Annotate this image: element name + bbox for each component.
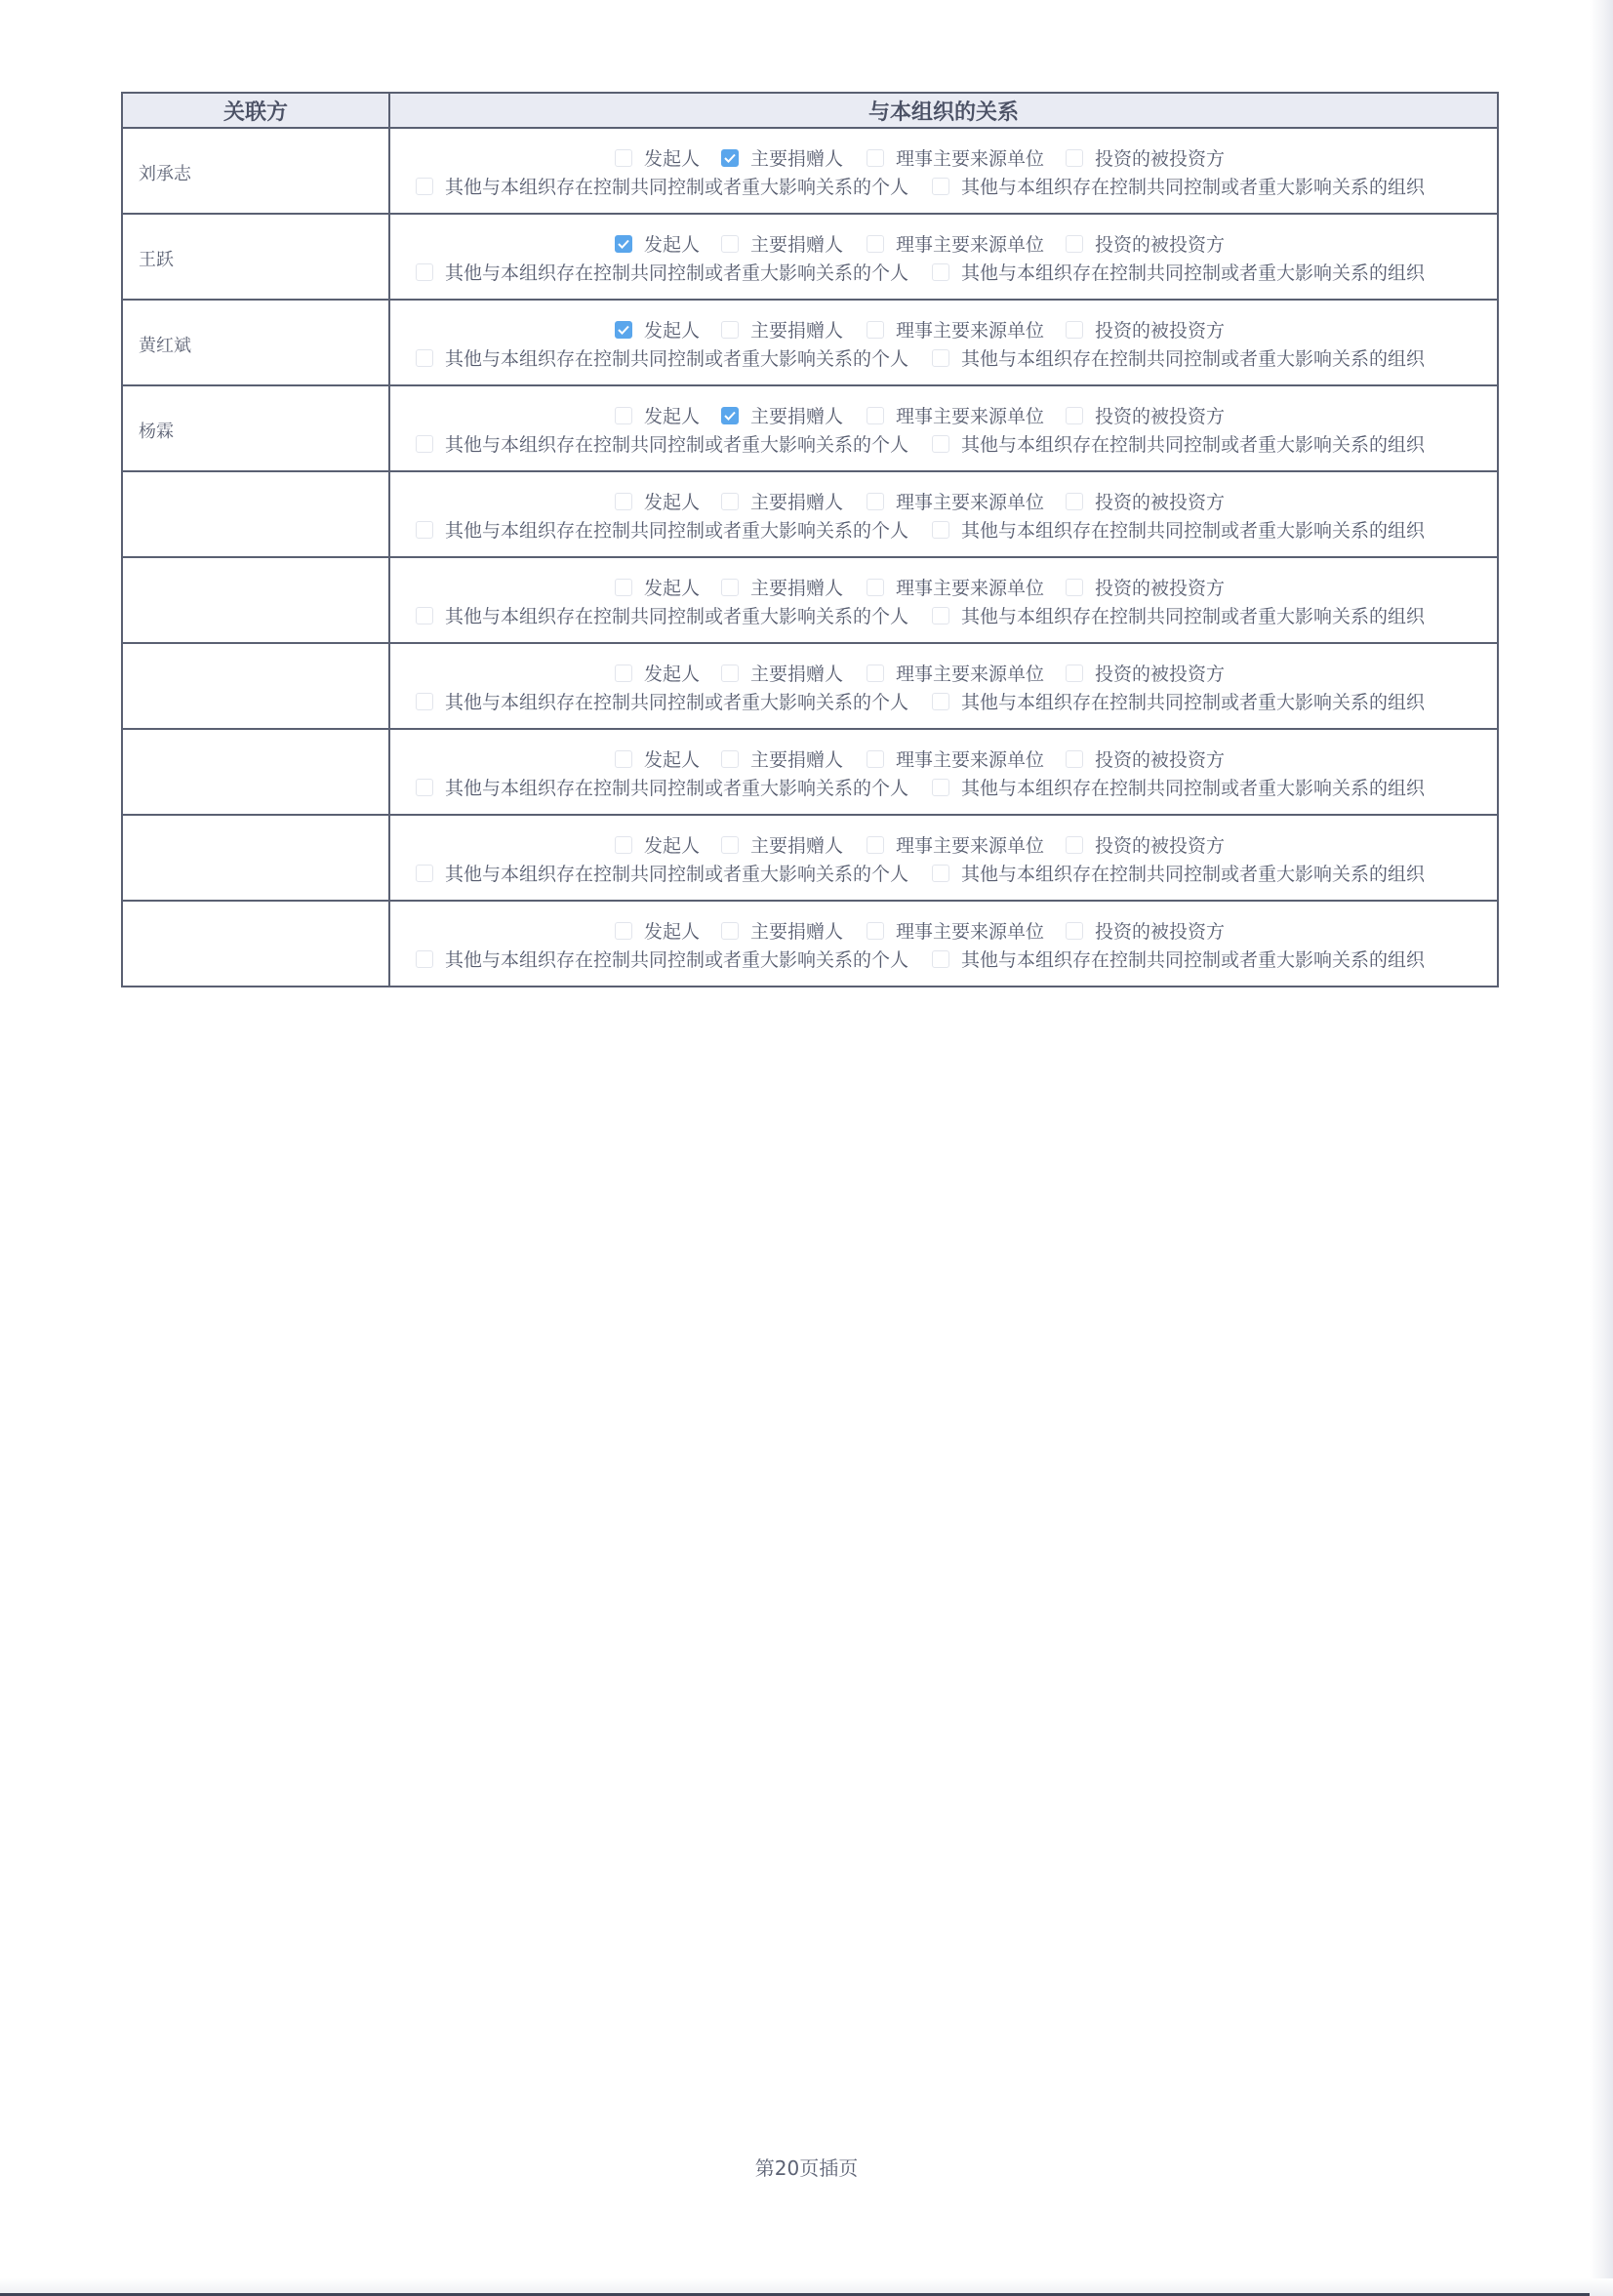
other-individual-checkbox[interactable] <box>416 178 433 195</box>
page-edge-shadow <box>1590 0 1613 2296</box>
investee-checkbox[interactable] <box>1066 579 1083 596</box>
other-organization-label: 其他与本组织存在控制共同控制或者重大影响关系的组织 <box>961 177 1426 198</box>
major-donor-checkbox[interactable] <box>721 922 739 940</box>
other-organization-checkbox[interactable] <box>932 865 949 882</box>
option-other-individual[interactable] <box>416 774 908 800</box>
relationship-options-line-2 <box>416 860 1425 886</box>
relationship-options-line-2 <box>416 430 1425 457</box>
option-other-individual[interactable] <box>416 173 908 199</box>
table-row <box>122 815 1498 901</box>
option-other-organization[interactable] <box>932 516 1425 543</box>
party-name-cell <box>122 471 389 557</box>
party-name <box>123 730 388 761</box>
relationship-options-line-1 <box>615 917 1225 944</box>
option-council-funding-source[interactable] <box>867 574 1044 600</box>
option-other-individual[interactable] <box>416 430 908 457</box>
council-funding-source-checkbox[interactable] <box>867 493 884 510</box>
council-funding-source-checkbox[interactable] <box>867 407 884 424</box>
other-organization-label: 其他与本组织存在控制共同控制或者重大影响关系的组织 <box>961 262 1426 284</box>
other-individual-checkbox[interactable] <box>416 521 433 539</box>
other-individual-label: 其他与本组织存在控制共同控制或者重大影响关系的个人 <box>445 434 909 456</box>
party-name <box>123 472 388 504</box>
founder-label: 发起人 <box>644 749 701 771</box>
relationship-options-line-2 <box>416 774 1425 800</box>
other-organization-label: 其他与本组织存在控制共同控制或者重大影响关系的组织 <box>961 864 1426 885</box>
option-investee[interactable] <box>1066 488 1225 514</box>
other-organization-checkbox[interactable] <box>932 693 949 710</box>
investee-checkbox[interactable] <box>1066 321 1083 339</box>
relationship-options-line-1 <box>615 488 1225 514</box>
major-donor-label: 主要捐赠人 <box>750 320 844 342</box>
investee-label: 投资的被投资方 <box>1095 148 1226 170</box>
relationship-cell <box>389 557 1498 643</box>
option-council-funding-source[interactable] <box>867 745 1044 772</box>
relationship-options-line-2 <box>416 516 1425 543</box>
founder-label: 发起人 <box>644 835 701 857</box>
investee-checkbox[interactable] <box>1066 836 1083 854</box>
council-funding-source-label: 理事主要来源单位 <box>896 749 1045 771</box>
other-individual-checkbox[interactable] <box>416 435 433 453</box>
table-row <box>122 729 1498 815</box>
option-founder[interactable] <box>615 316 700 342</box>
relationship-options-line-1 <box>615 230 1225 257</box>
option-founder[interactable] <box>615 230 700 257</box>
option-council-funding-source[interactable] <box>867 402 1044 428</box>
option-other-individual[interactable] <box>416 259 908 285</box>
council-funding-source-label: 理事主要来源单位 <box>896 664 1045 685</box>
option-other-organization[interactable] <box>932 259 1425 285</box>
party-name-cell <box>122 300 389 385</box>
other-organization-label: 其他与本组织存在控制共同控制或者重大影响关系的组织 <box>961 606 1426 627</box>
check-icon <box>724 411 736 421</box>
investee-checkbox[interactable] <box>1066 235 1083 253</box>
other-individual-label: 其他与本组织存在控制共同控制或者重大影响关系的个人 <box>445 606 909 627</box>
major-donor-label: 主要捐赠人 <box>750 921 844 943</box>
investee-label: 投资的被投资方 <box>1095 749 1226 771</box>
party-name-cell <box>122 557 389 643</box>
relationship-cell <box>389 300 1498 385</box>
page-bottom-edge <box>0 2278 1613 2296</box>
option-major-donor[interactable] <box>721 230 843 257</box>
other-individual-label: 其他与本组织存在控制共同控制或者重大影响关系的个人 <box>445 262 909 284</box>
founder-label: 发起人 <box>644 148 701 170</box>
option-other-individual[interactable] <box>416 602 908 628</box>
founder-checkbox[interactable] <box>615 321 632 339</box>
founder-checkbox[interactable] <box>615 407 632 424</box>
other-organization-checkbox[interactable] <box>932 435 949 453</box>
other-individual-label: 其他与本组织存在控制共同控制或者重大影响关系的个人 <box>445 177 909 198</box>
council-funding-source-label: 理事主要来源单位 <box>896 578 1045 599</box>
option-other-individual[interactable] <box>416 946 908 972</box>
major-donor-label: 主要捐赠人 <box>750 406 844 427</box>
option-founder[interactable] <box>615 831 700 858</box>
table-body <box>122 128 1498 987</box>
other-organization-checkbox[interactable] <box>932 950 949 968</box>
option-council-funding-source[interactable] <box>867 917 1044 944</box>
council-funding-source-checkbox[interactable] <box>867 579 884 596</box>
option-founder[interactable] <box>615 574 700 600</box>
related-party-table <box>121 92 1499 987</box>
party-name: 黄红斌 <box>139 336 191 356</box>
council-funding-source-checkbox[interactable] <box>867 149 884 167</box>
founder-checkbox[interactable] <box>615 149 632 167</box>
relationship-options-line-1 <box>615 316 1225 342</box>
other-individual-checkbox[interactable] <box>416 693 433 710</box>
founder-checkbox[interactable] <box>615 750 632 768</box>
other-organization-label: 其他与本组织存在控制共同控制或者重大影响关系的组织 <box>961 434 1426 456</box>
option-investee[interactable] <box>1066 144 1225 171</box>
other-organization-checkbox[interactable] <box>932 607 949 624</box>
investee-checkbox[interactable] <box>1066 407 1083 424</box>
major-donor-label: 主要捐赠人 <box>750 492 844 513</box>
major-donor-checkbox[interactable] <box>721 493 739 510</box>
council-funding-source-label: 理事主要来源单位 <box>896 835 1045 857</box>
option-other-organization[interactable] <box>932 173 1425 199</box>
other-individual-label: 其他与本组织存在控制共同控制或者重大影响关系的个人 <box>445 348 909 370</box>
other-organization-checkbox[interactable] <box>932 263 949 281</box>
founder-label: 发起人 <box>644 921 701 943</box>
page-number-label: 第20页插页 <box>754 2156 859 2180</box>
major-donor-label: 主要捐赠人 <box>750 234 844 256</box>
major-donor-checkbox[interactable] <box>721 665 739 682</box>
other-individual-checkbox[interactable] <box>416 950 433 968</box>
founder-checkbox[interactable] <box>615 836 632 854</box>
option-other-individual[interactable] <box>416 860 908 886</box>
other-individual-label: 其他与本组织存在控制共同控制或者重大影响关系的个人 <box>445 864 909 885</box>
investee-checkbox[interactable] <box>1066 665 1083 682</box>
header-party: 关联方 <box>122 93 389 128</box>
party-name-cell <box>122 729 389 815</box>
investee-label: 投资的被投资方 <box>1095 320 1226 342</box>
relationship-options-line-1 <box>615 745 1225 772</box>
founder-checkbox[interactable] <box>615 493 632 510</box>
option-council-funding-source[interactable] <box>867 144 1044 171</box>
other-individual-label: 其他与本组织存在控制共同控制或者重大影响关系的个人 <box>445 949 909 971</box>
founder-label: 发起人 <box>644 664 701 685</box>
table-row <box>122 557 1498 643</box>
major-donor-checkbox[interactable] <box>721 149 739 167</box>
other-individual-label: 其他与本组织存在控制共同控制或者重大影响关系的个人 <box>445 778 909 799</box>
party-name-cell <box>122 128 389 214</box>
council-funding-source-checkbox[interactable] <box>867 321 884 339</box>
party-name-cell <box>122 385 389 471</box>
relationship-cell <box>389 471 1498 557</box>
table-row <box>122 300 1498 385</box>
option-other-organization[interactable] <box>932 430 1425 457</box>
table-row <box>122 471 1498 557</box>
check-icon <box>724 153 736 163</box>
relationship-options-line-1 <box>615 402 1225 428</box>
founder-checkbox[interactable] <box>615 579 632 596</box>
council-funding-source-checkbox[interactable] <box>867 922 884 940</box>
relationship-options-line-1 <box>615 574 1225 600</box>
council-funding-source-checkbox[interactable] <box>867 836 884 854</box>
relationship-options-line-2 <box>416 344 1425 371</box>
investee-label: 投资的被投资方 <box>1095 835 1226 857</box>
founder-checkbox[interactable] <box>615 922 632 940</box>
other-organization-checkbox[interactable] <box>932 521 949 539</box>
party-name <box>123 558 388 589</box>
founder-label: 发起人 <box>644 406 701 427</box>
investee-checkbox[interactable] <box>1066 922 1083 940</box>
relationship-cell <box>389 729 1498 815</box>
party-name: 杨霖 <box>139 422 174 442</box>
other-organization-label: 其他与本组织存在控制共同控制或者重大影响关系的组织 <box>961 348 1426 370</box>
option-other-organization[interactable] <box>932 774 1425 800</box>
investee-label: 投资的被投资方 <box>1095 406 1226 427</box>
option-council-funding-source[interactable] <box>867 831 1044 858</box>
major-donor-checkbox[interactable] <box>721 579 739 596</box>
investee-label: 投资的被投资方 <box>1095 664 1226 685</box>
other-organization-label: 其他与本组织存在控制共同控制或者重大影响关系的组织 <box>961 520 1426 542</box>
option-investee[interactable] <box>1066 316 1225 342</box>
option-major-donor[interactable] <box>721 831 843 858</box>
party-name <box>123 902 388 933</box>
option-major-donor[interactable] <box>721 488 843 514</box>
major-donor-checkbox[interactable] <box>721 750 739 768</box>
founder-checkbox[interactable] <box>615 235 632 253</box>
option-other-organization[interactable] <box>932 344 1425 371</box>
table-header-row <box>122 93 1498 128</box>
major-donor-label: 主要捐赠人 <box>750 148 844 170</box>
header-relationship: 与本组织的关系 <box>389 93 1498 128</box>
relationship-cell <box>389 815 1498 901</box>
option-investee[interactable] <box>1066 917 1225 944</box>
table-row <box>122 214 1498 300</box>
relationship-cell <box>389 643 1498 729</box>
relationship-options-line-1 <box>615 660 1225 686</box>
option-other-individual[interactable] <box>416 688 908 714</box>
option-council-funding-source[interactable] <box>867 488 1044 514</box>
council-funding-source-label: 理事主要来源单位 <box>896 406 1045 427</box>
party-name: 刘承志 <box>139 164 191 184</box>
option-major-donor[interactable] <box>721 316 843 342</box>
major-donor-label: 主要捐赠人 <box>750 664 844 685</box>
option-other-individual[interactable] <box>416 344 908 371</box>
other-individual-label: 其他与本组织存在控制共同控制或者重大影响关系的个人 <box>445 692 909 713</box>
council-funding-source-checkbox[interactable] <box>867 750 884 768</box>
major-donor-checkbox[interactable] <box>721 321 739 339</box>
relationship-options-line-2 <box>416 259 1425 285</box>
founder-label: 发起人 <box>644 492 701 513</box>
option-council-funding-source[interactable] <box>867 316 1044 342</box>
party-name: 王跃 <box>139 250 174 270</box>
council-funding-source-label: 理事主要来源单位 <box>896 492 1045 513</box>
option-major-donor[interactable] <box>721 917 843 944</box>
option-council-funding-source[interactable] <box>867 660 1044 686</box>
party-name-cell <box>122 815 389 901</box>
option-other-individual[interactable] <box>416 516 908 543</box>
major-donor-label: 主要捐赠人 <box>750 749 844 771</box>
major-donor-checkbox[interactable] <box>721 407 739 424</box>
other-individual-checkbox[interactable] <box>416 779 433 796</box>
other-organization-label: 其他与本组织存在控制共同控制或者重大影响关系的组织 <box>961 778 1426 799</box>
investee-checkbox[interactable] <box>1066 750 1083 768</box>
option-investee[interactable] <box>1066 230 1225 257</box>
option-founder[interactable] <box>615 144 700 171</box>
option-other-organization[interactable] <box>932 946 1425 972</box>
check-icon <box>618 325 629 335</box>
option-founder[interactable] <box>615 402 700 428</box>
relationship-cell <box>389 901 1498 987</box>
option-founder[interactable] <box>615 917 700 944</box>
option-major-donor[interactable] <box>721 144 843 171</box>
investee-label: 投资的被投资方 <box>1095 234 1226 256</box>
major-donor-label: 主要捐赠人 <box>750 578 844 599</box>
party-name-cell <box>122 901 389 987</box>
investee-label: 投资的被投资方 <box>1095 921 1226 943</box>
option-major-donor[interactable] <box>721 574 843 600</box>
founder-label: 发起人 <box>644 234 701 256</box>
option-investee[interactable] <box>1066 402 1225 428</box>
other-individual-checkbox[interactable] <box>416 865 433 882</box>
option-council-funding-source[interactable] <box>867 230 1044 257</box>
option-founder[interactable] <box>615 660 700 686</box>
check-icon <box>618 239 629 249</box>
relationship-cell <box>389 385 1498 471</box>
relationship-options-line-1 <box>615 831 1225 858</box>
option-other-organization[interactable] <box>932 860 1425 886</box>
other-organization-checkbox[interactable] <box>932 779 949 796</box>
table-row <box>122 385 1498 471</box>
option-founder[interactable] <box>615 745 700 772</box>
investee-label: 投资的被投资方 <box>1095 578 1226 599</box>
major-donor-label: 主要捐赠人 <box>750 835 844 857</box>
option-founder[interactable] <box>615 488 700 514</box>
relationship-options-line-1 <box>615 144 1225 171</box>
council-funding-source-label: 理事主要来源单位 <box>896 921 1045 943</box>
option-other-organization[interactable] <box>932 602 1425 628</box>
founder-label: 发起人 <box>644 320 701 342</box>
table-row <box>122 643 1498 729</box>
relationship-options-line-2 <box>416 173 1425 199</box>
council-funding-source-checkbox[interactable] <box>867 665 884 682</box>
option-investee[interactable] <box>1066 660 1225 686</box>
council-funding-source-label: 理事主要来源单位 <box>896 148 1045 170</box>
option-investee[interactable] <box>1066 745 1225 772</box>
table-row <box>122 901 1498 987</box>
party-name-cell <box>122 214 389 300</box>
option-major-donor[interactable] <box>721 745 843 772</box>
option-investee[interactable] <box>1066 574 1225 600</box>
table-row <box>122 128 1498 214</box>
party-name-cell <box>122 643 389 729</box>
major-donor-checkbox[interactable] <box>721 836 739 854</box>
other-individual-checkbox[interactable] <box>416 349 433 367</box>
other-individual-checkbox[interactable] <box>416 607 433 624</box>
other-organization-label: 其他与本组织存在控制共同控制或者重大影响关系的组织 <box>961 692 1426 713</box>
founder-label: 发起人 <box>644 578 701 599</box>
council-funding-source-label: 理事主要来源单位 <box>896 234 1045 256</box>
option-major-donor[interactable] <box>721 660 843 686</box>
party-name <box>123 644 388 675</box>
other-organization-checkbox[interactable] <box>932 349 949 367</box>
relationship-options-line-2 <box>416 602 1425 628</box>
relationship-cell <box>389 128 1498 214</box>
council-funding-source-checkbox[interactable] <box>867 235 884 253</box>
founder-checkbox[interactable] <box>615 665 632 682</box>
investee-checkbox[interactable] <box>1066 493 1083 510</box>
other-organization-checkbox[interactable] <box>932 178 949 195</box>
investee-label: 投资的被投资方 <box>1095 492 1226 513</box>
major-donor-checkbox[interactable] <box>721 235 739 253</box>
relationship-options-line-2 <box>416 688 1425 714</box>
relationship-options-line-2 <box>416 946 1425 972</box>
investee-checkbox[interactable] <box>1066 149 1083 167</box>
relationship-cell <box>389 214 1498 300</box>
other-individual-label: 其他与本组织存在控制共同控制或者重大影响关系的个人 <box>445 520 909 542</box>
party-name <box>123 816 388 847</box>
council-funding-source-label: 理事主要来源单位 <box>896 320 1045 342</box>
option-investee[interactable] <box>1066 831 1225 858</box>
other-individual-checkbox[interactable] <box>416 263 433 281</box>
other-organization-label: 其他与本组织存在控制共同控制或者重大影响关系的组织 <box>961 949 1426 971</box>
option-other-organization[interactable] <box>932 688 1425 714</box>
option-major-donor[interactable] <box>721 402 843 428</box>
